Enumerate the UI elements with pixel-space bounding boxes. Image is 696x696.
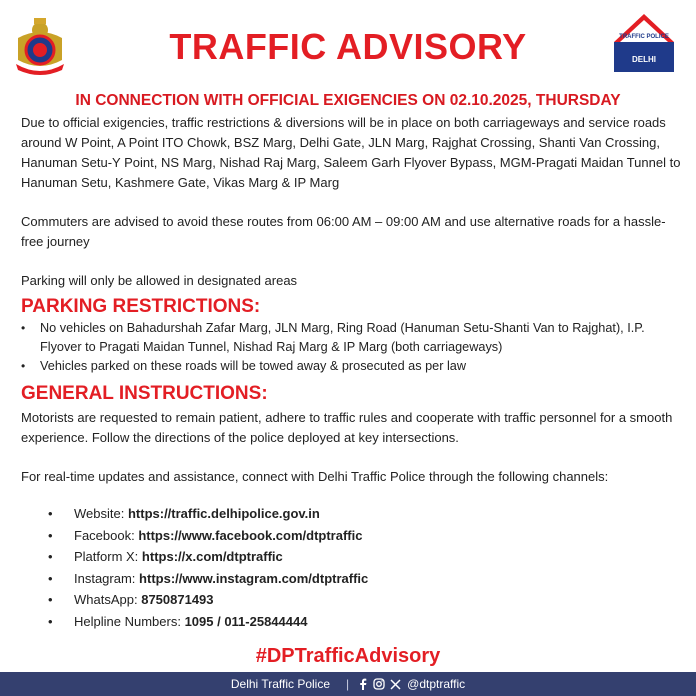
website-link[interactable]: https://traffic.delhipolice.gov.in (127, 506, 320, 521)
channel-helpline (21, 611, 683, 633)
channel-label: Facebook: (74, 527, 135, 543)
hashtag: #DPTrafficAdvisory (255, 645, 441, 667)
instagram-icon[interactable] (373, 678, 385, 690)
parking-heading: PARKING RESTRICTIONS: (21, 296, 261, 317)
footer-bar (0, 672, 696, 696)
channel-label: Instagram: (74, 570, 136, 586)
channels-list (21, 503, 683, 632)
channel-instagram (21, 568, 683, 590)
facebook-link[interactable]: https://www.facebook.com/dtptraffic (138, 527, 363, 543)
header (0, 0, 696, 90)
logo-top-text: TRAFFIC POLICE (619, 34, 669, 40)
footer-handle[interactable]: @dtptraffic (407, 677, 466, 691)
general-heading: GENERAL INSTRUCTIONS: (21, 383, 268, 404)
parking-item: • Vehicles parked on these roads will be towed away & prosecuted as per law (21, 357, 683, 376)
channel-label: WhatsApp: (74, 592, 138, 607)
advisory-subtitle: IN CONNECTION WITH OFFICIAL EXIGENCIES ON 02.10.2025, THURSDAY (75, 92, 621, 109)
traffic-police-logo-icon (614, 14, 674, 72)
helpline-numbers: 1095 / 011-25844444 (184, 613, 308, 629)
channel-label: Platform X: (74, 549, 139, 564)
whatsapp-number: 8750871493 (141, 592, 214, 607)
x-icon[interactable] (389, 678, 401, 690)
instagram-link[interactable]: https://www.instagram.com/dtptraffic (139, 570, 369, 586)
intro-paragraph: Due to official exigencies, traffic restrictions & diversions will be in place on both carriageways and service roads around W Point, A Point ITO Chowk, BSZ Marg, Delhi Gate, JLN Marg, Rajghat Crossing, Shanti Van Crossing, Hanuman Setu-Y Point, NS Marg, Nishad Raj Marg, Saleem Garh Flyover Bypass, MGM-Pragati Maidan Tunnel to Hanuman Setu, Kashmere Gate, Vikas Marg & IP Marg (21, 115, 681, 190)
channel-whatsapp (21, 589, 683, 611)
facebook-icon[interactable] (357, 678, 369, 690)
page-title: TRAFFIC ADVISORY (169, 26, 527, 67)
channel-label: Helpline Numbers: (74, 613, 181, 629)
parking-note: Parking will only be allowed in designated areas (21, 273, 298, 288)
logo-bottom-text: DELHI (632, 55, 656, 64)
x-link[interactable]: https://x.com/dtptraffic (141, 549, 283, 564)
footer-separator: | (346, 677, 350, 691)
timing-paragraph: Commuters are advised to avoid these routes from 06:00 AM – 09:00 AM and use alternative roads for a hassle-free journey (21, 214, 666, 249)
channel-facebook (21, 525, 683, 547)
channel-website (21, 503, 683, 525)
general-paragraph: Motorists are requested to remain patient, adhere to traffic rules and cooperate with traffic personnel for a smooth experience. Follow the directions of the police deployed at key intersections. (21, 410, 673, 445)
advisory-body (21, 113, 683, 632)
footer-brand: Delhi Traffic Police (230, 677, 331, 691)
channel-label: Website: (74, 506, 125, 521)
channels-intro: For real-time updates and assistance, connect with Delhi Traffic Police through the following channels: (21, 469, 609, 484)
parking-item: • No vehicles on Bahadurshah Zafar Marg, JLN Marg, Ring Road (Hanuman Setu-Shanti Van to Rajghat), I.P. Flyover to Pragati Maidan Tunnel, Nishad Raj Marg & IP Marg (both carriageways) (21, 319, 683, 357)
parking-list (21, 319, 683, 376)
channel-platform-x (21, 546, 683, 568)
